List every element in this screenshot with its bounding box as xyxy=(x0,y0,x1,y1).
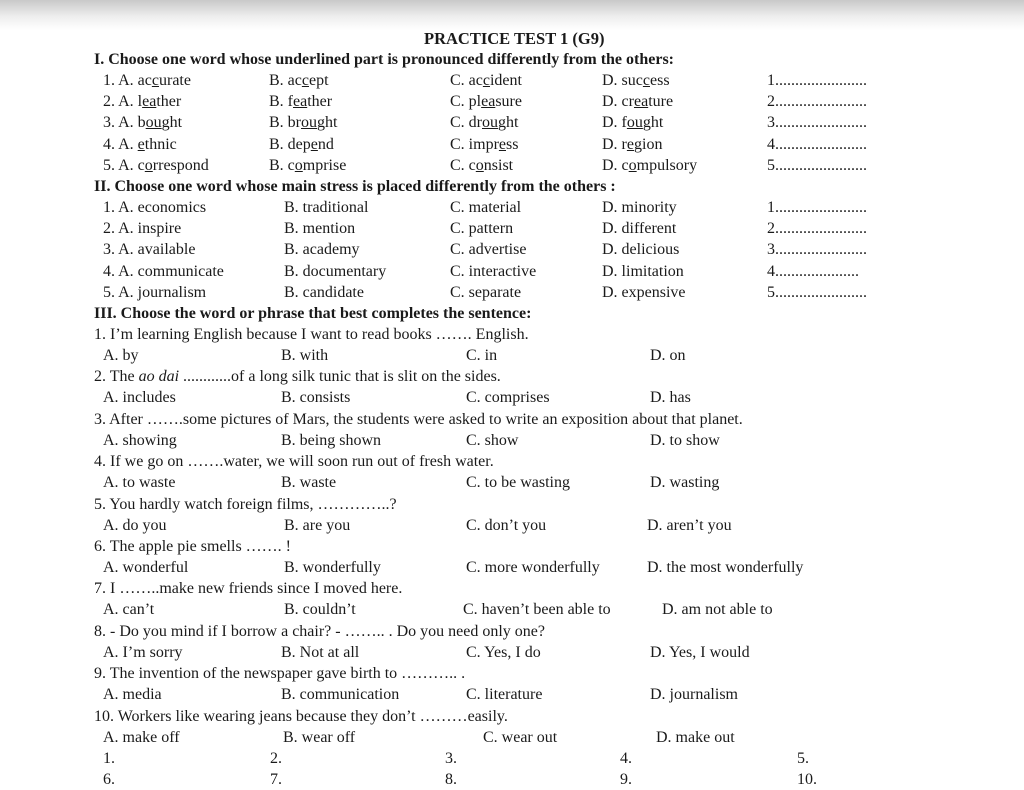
answer-label: 3. xyxy=(445,750,457,767)
answer-label: 1. xyxy=(103,750,115,767)
text-segment: 2. A. l xyxy=(103,93,143,111)
question-stem xyxy=(94,622,545,642)
option-d: D. different xyxy=(602,220,677,238)
answer-option: C. in xyxy=(466,347,498,364)
option-c xyxy=(450,135,518,155)
underlined-part: c xyxy=(301,72,309,89)
answer-label: 7. xyxy=(270,771,282,788)
option-d xyxy=(602,156,697,176)
answer-blank: 2....................... xyxy=(767,93,867,111)
option-d xyxy=(602,113,663,133)
answer-option: D. to show xyxy=(650,431,720,449)
text-segment: 7. I ……..make new friends since I moved here. xyxy=(94,580,403,598)
answer-option: A. to waste xyxy=(103,474,176,492)
option-b: B. traditional xyxy=(284,199,369,216)
underlined-part: ou xyxy=(482,114,498,132)
answer-label: 4. xyxy=(620,750,632,767)
answer-option: C. to be wasting xyxy=(466,474,570,492)
text-segment: C. ac xyxy=(450,72,483,89)
text-segment: 5. A. c xyxy=(103,156,145,174)
text-segment: ght xyxy=(317,114,338,132)
answer-option: D. make out xyxy=(656,728,735,746)
answer-option: A. do you xyxy=(103,516,167,534)
underlined-part: ea xyxy=(633,93,649,111)
underlined-part: e xyxy=(137,135,145,153)
text-segment: B. ac xyxy=(269,72,302,89)
text-segment: 8. - Do you mind if I borrow a chair? - …….. . Do you need only one? xyxy=(94,622,545,640)
section-3-heading: III. Choose the word or phrase that best completes the sentence: xyxy=(94,305,532,322)
underlined-part: ou xyxy=(626,114,643,132)
answer-blank: 3....................... xyxy=(767,241,867,259)
text-segment: ght xyxy=(498,114,519,132)
option-c xyxy=(450,113,518,133)
page-title: PRACTICE TEST 1 (G9) xyxy=(424,29,605,48)
answer-option: A. media xyxy=(103,686,162,704)
text-segment: urate xyxy=(158,72,191,89)
answer-option: A. includes xyxy=(103,389,176,407)
option-c: C. pattern xyxy=(450,220,514,238)
underlined-part: e xyxy=(626,135,634,153)
text-segment: 1. A. ac xyxy=(103,72,152,89)
answer-option: D. journalism xyxy=(650,686,738,704)
question-stem xyxy=(94,707,508,727)
section-1-heading: I. Choose one word whose underlined part is pronounced differently from the others: xyxy=(94,51,675,68)
underlined-part: c xyxy=(642,72,650,89)
text-segment: C. c xyxy=(450,156,476,174)
underlined-part: o xyxy=(144,156,153,174)
underlined-part: e xyxy=(498,135,506,153)
underlined-part: o xyxy=(294,156,303,174)
answer-label: 2. xyxy=(270,750,282,767)
option-d: D. limitation xyxy=(602,262,684,280)
answer-blank: 2....................... xyxy=(767,220,867,238)
answer-blank: 1....................... xyxy=(767,199,867,216)
text-segment: ess xyxy=(650,72,670,89)
text-segment: ture xyxy=(648,93,674,111)
text-segment: mprise xyxy=(302,156,347,174)
option-d: D. expensive xyxy=(602,283,686,301)
option-b xyxy=(269,156,346,176)
answer-option: B. are you xyxy=(284,516,351,534)
answer-blank: 4....................... xyxy=(767,135,867,153)
answer-option: A. make off xyxy=(103,728,180,746)
question-stem xyxy=(94,325,529,345)
option-d: D. delicious xyxy=(602,241,680,259)
option-a: 1. A. economics xyxy=(103,199,207,216)
answer-option: D. wasting xyxy=(650,474,720,492)
italic-term: ao dai xyxy=(138,368,180,386)
answer-option: C. wear out xyxy=(483,728,558,746)
text-segment: C. impr xyxy=(450,135,499,153)
text-segment: 9. The invention of the newspaper gave birth to ……….. . xyxy=(94,665,466,683)
answer-option: B. waste xyxy=(281,474,337,492)
text-segment: B. br xyxy=(269,114,301,132)
text-segment: B. dep xyxy=(269,135,311,153)
answer-option: B. communication xyxy=(281,686,400,704)
option-d xyxy=(602,135,662,155)
question-stem xyxy=(94,664,465,684)
text-segment: rrespond xyxy=(152,156,209,174)
option-a xyxy=(103,156,209,176)
text-segment: 2. The xyxy=(94,368,139,386)
underlined-part: o xyxy=(628,156,637,174)
text-segment: 3. After …….some pictures of Mars, the students were asked to write an exposition about that planet. xyxy=(94,410,743,428)
underlined-part: ea xyxy=(481,93,496,111)
answer-option: B. consists xyxy=(281,389,351,407)
option-b: B. mention xyxy=(284,220,356,238)
answer-option: D. on xyxy=(650,347,686,364)
option-b: B. candidate xyxy=(284,283,364,301)
option-c xyxy=(450,71,522,91)
question-stem xyxy=(94,495,397,515)
answer-option: D. aren’t you xyxy=(647,516,732,534)
option-c xyxy=(450,92,522,112)
text-segment: ept xyxy=(308,72,329,89)
underlined-part: ea xyxy=(142,93,157,111)
option-b xyxy=(269,113,337,133)
option-b: B. academy xyxy=(284,241,360,259)
answer-option: A. by xyxy=(103,347,139,364)
option-a: 4. A. communicate xyxy=(103,262,224,280)
question-stem xyxy=(94,452,494,472)
option-c xyxy=(450,156,513,176)
answer-option: A. I’m sorry xyxy=(103,643,183,661)
answer-blank: 5....................... xyxy=(767,283,867,301)
answer-option: B. with xyxy=(281,347,329,364)
option-c: C. separate xyxy=(450,283,522,301)
answer-option: C. haven’t been able to xyxy=(463,601,611,619)
option-c: C. interactive xyxy=(450,262,537,280)
answer-blank: 1....................... xyxy=(767,72,867,89)
answer-option: C. don’t you xyxy=(466,516,547,534)
text-segment: 6. The apple pie smells ……. ! xyxy=(94,538,291,555)
question-stem xyxy=(94,537,291,557)
section-2-heading: II. Choose one word whose main stress is placed differently from the others : xyxy=(94,178,616,195)
option-d xyxy=(602,92,673,112)
underlined-part: e xyxy=(310,135,318,153)
answer-option: A. can’t xyxy=(103,601,155,619)
text-segment: 5. You hardly watch foreign films, …………..? xyxy=(94,495,397,513)
text-segment: 1. I’m learning English because I want to read books ……. English. xyxy=(94,326,529,343)
underlined-part: ea xyxy=(293,93,308,111)
answer-option: C. more wonderfully xyxy=(466,559,600,576)
option-a xyxy=(103,92,181,112)
answer-option: B. being shown xyxy=(281,431,381,449)
option-a xyxy=(103,71,191,91)
text-segment: 4. A. xyxy=(103,135,138,153)
text-segment: sure xyxy=(495,93,522,111)
option-c: C. advertise xyxy=(450,241,527,259)
answer-label: 6. xyxy=(103,771,115,788)
option-a: 3. A. available xyxy=(103,241,196,259)
answer-blank: 5....................... xyxy=(767,156,867,174)
text-segment: ............of a long silk tunic that is slit on the sides. xyxy=(179,368,501,386)
answer-option: D. Yes, I would xyxy=(650,643,750,661)
option-d xyxy=(602,71,670,91)
answer-option: B. Not at all xyxy=(281,643,360,661)
question-stem xyxy=(94,579,402,599)
underlined-part: ou xyxy=(145,114,162,132)
answer-option: C. show xyxy=(466,431,519,449)
text-segment: D. c xyxy=(602,156,629,174)
answer-option: A. showing xyxy=(103,431,177,449)
answer-option: B. wear off xyxy=(283,728,356,746)
text-segment: 4. If we go on …….water, we will soon run out of fresh water. xyxy=(94,453,494,471)
text-segment: D. cr xyxy=(602,93,634,111)
text-segment: mpulsory xyxy=(636,156,698,174)
answer-label: 10. xyxy=(797,771,817,788)
answer-label: 8. xyxy=(445,771,457,788)
text-segment: ss xyxy=(506,135,519,153)
text-segment: C. dr xyxy=(450,114,482,132)
option-a xyxy=(103,135,177,155)
answer-option: B. couldn’t xyxy=(284,601,356,619)
text-segment: B. c xyxy=(269,156,295,174)
text-segment: nd xyxy=(317,135,334,153)
option-a: 2. A. inspire xyxy=(103,220,182,238)
question-stem xyxy=(94,367,501,387)
answer-option: C. Yes, I do xyxy=(466,643,541,661)
text-segment: ident xyxy=(489,72,522,89)
answer-option: D. the most wonderfully xyxy=(647,559,804,576)
text-segment: B. f xyxy=(269,93,293,111)
text-segment: ther xyxy=(156,93,182,111)
answer-blank: 3....................... xyxy=(767,114,867,132)
option-b xyxy=(269,135,334,155)
text-segment: ther xyxy=(307,93,333,111)
text-segment: D. f xyxy=(602,114,627,132)
answer-option: C. comprises xyxy=(466,389,550,407)
text-segment: gion xyxy=(634,135,663,153)
text-segment: C. pl xyxy=(450,93,482,111)
text-segment: D. suc xyxy=(602,72,643,89)
underlined-part: c xyxy=(151,72,159,89)
option-b xyxy=(269,71,329,91)
option-b: B. documentary xyxy=(284,262,387,280)
option-d: D. minority xyxy=(602,199,677,216)
answer-label: 5. xyxy=(797,750,809,767)
answer-option: A. wonderful xyxy=(103,559,189,576)
text-segment: 10. Workers like wearing jeans because they don’t ………easily. xyxy=(94,707,508,725)
answer-option: D. has xyxy=(650,389,691,407)
text-segment: thnic xyxy=(144,135,177,153)
text-segment: 3. A. b xyxy=(103,114,146,132)
answer-option: B. wonderfully xyxy=(284,559,381,576)
answer-option: C. literature xyxy=(466,686,543,704)
text-segment: D. r xyxy=(602,135,627,153)
option-a: 5. A. journalism xyxy=(103,283,207,301)
answer-blank: 4..................... xyxy=(767,262,859,280)
underlined-part: o xyxy=(475,156,484,174)
text-segment: nsist xyxy=(483,156,514,174)
answer-option: D. am not able to xyxy=(662,601,773,619)
answer-label: 9. xyxy=(620,771,632,788)
text-segment: ght xyxy=(161,114,183,132)
option-b xyxy=(269,92,332,112)
option-a xyxy=(103,113,182,133)
text-segment: ght xyxy=(642,114,664,132)
underlined-part: ou xyxy=(301,114,317,132)
question-stem xyxy=(94,410,743,430)
option-c: C. material xyxy=(450,199,522,216)
underlined-part: c xyxy=(482,72,490,89)
